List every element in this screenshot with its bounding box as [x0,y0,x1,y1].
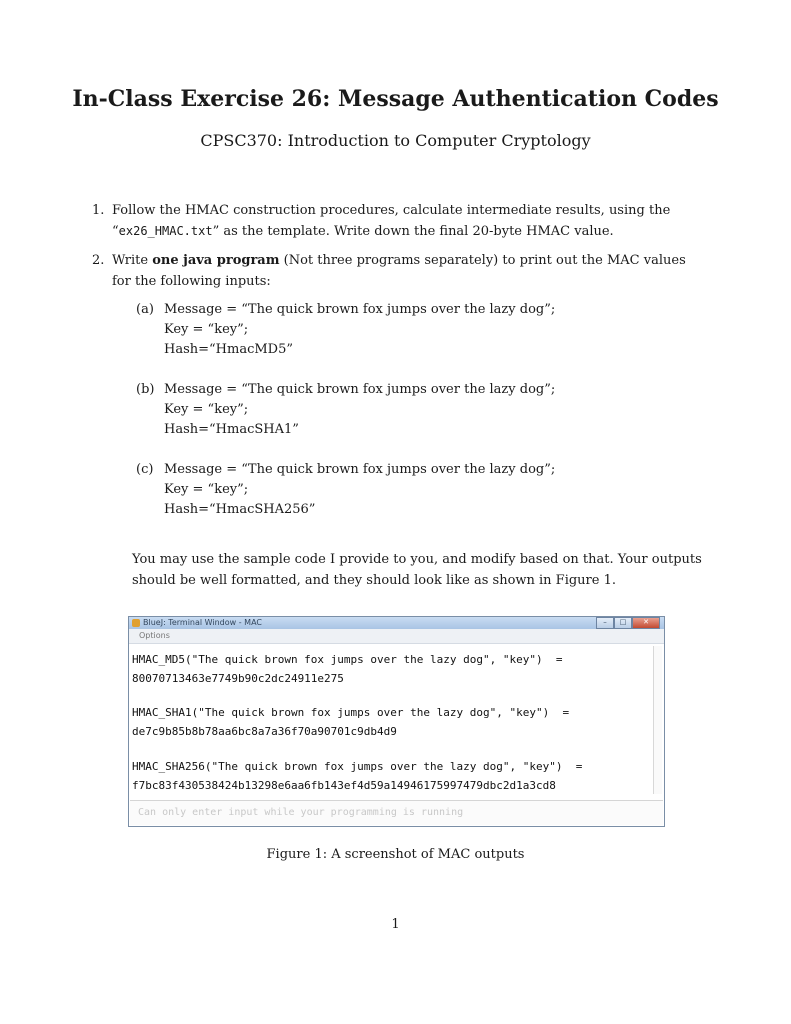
subitem-key: Key = “key”; [164,402,249,417]
exercise-item-1 [92,200,702,242]
subitem-a [136,300,555,360]
vertical-scrollbar[interactable] [653,646,662,794]
subitem-key: Key = “key”; [164,482,249,497]
subitem-message: Message = “The quick brown fox jumps over the lazy dog”; [164,382,556,397]
close-icon[interactable]: ✕ [632,617,660,629]
item-number: 2. [92,253,105,268]
item-text: (Not three programs separately) to print out the MAC values for the following inputs: [112,253,686,289]
subitem-hash: Hash=“HmacSHA1” [164,422,299,437]
terminal-input[interactable]: Can only enter input while your programming is running [130,800,663,825]
item-text: ” as the template. Write down the final 20-byte HMAC value. [212,224,614,239]
instructions-paragraph: You may use the sample code I provide to you, and modify based on that. Your outputs should be well formatted, and they should look like as shown in Figure 1. [132,552,702,588]
subitem-message: Message = “The quick brown fox jumps over the lazy dog”; [164,462,556,477]
terminal-window [128,616,665,827]
terminal-output [131,647,649,797]
subitem-b [136,380,555,440]
window-title: BlueJ: Terminal Window - MAC [143,618,262,627]
document-title: In-Class Exercise 26: Message Authentication Codes [72,86,719,112]
document-subtitle: CPSC370: Introduction to Computer Cryptology [200,131,591,150]
subitem-key: Key = “key”; [164,322,249,337]
subitem-hash: Hash=“HmacSHA256” [164,502,316,517]
menu-bar [129,629,664,644]
subitem-label: (b) [136,382,155,397]
minimize-icon[interactable]: – [596,617,614,629]
output-line: HMAC_SHA1("The quick brown fox jumps over the lazy dog", "key") = [132,706,570,719]
item-text: Follow the HMAC construction procedures, calculate intermediate results, using the “ [112,203,671,239]
item-text: Write [112,253,153,268]
output-line: f7bc83f430538424b13298e6aa6fb143ef4d59a14946175997479dbc2d1a3cd8 [132,779,556,792]
template-filename: ex26_HMAC.txt [118,224,213,238]
figure-caption: Figure 1: A screenshot of MAC outputs [266,847,525,862]
subitem-label: (c) [136,462,154,477]
item-number: 1. [92,203,105,218]
maximize-icon[interactable]: □ [614,617,632,629]
subitem-c [136,460,555,520]
item-emphasis: one java program [152,253,280,268]
window-titlebar [129,617,664,629]
exercise-item-2 [92,250,702,292]
output-line: 80070713463e7749b90c2dc24911e275 [132,672,344,685]
output-line: de7c9b85b8b78aa6bc8a7a36f70a90701c9db4d9 [132,725,397,738]
subitem-message: Message = “The quick brown fox jumps over the lazy dog”; [164,302,556,317]
subitem-label: (a) [136,302,154,317]
output-line: HMAC_MD5("The quick brown fox jumps over the lazy dog", "key") = [132,653,563,666]
menu-options[interactable]: Options [139,631,170,640]
page-number: 1 [391,917,400,932]
bluej-app-icon [132,619,140,627]
window-controls [596,617,660,628]
subitem-hash: Hash=“HmacMD5” [164,342,294,357]
output-line: HMAC_SHA256("The quick brown fox jumps over the lazy dog", "key") = [132,760,583,773]
